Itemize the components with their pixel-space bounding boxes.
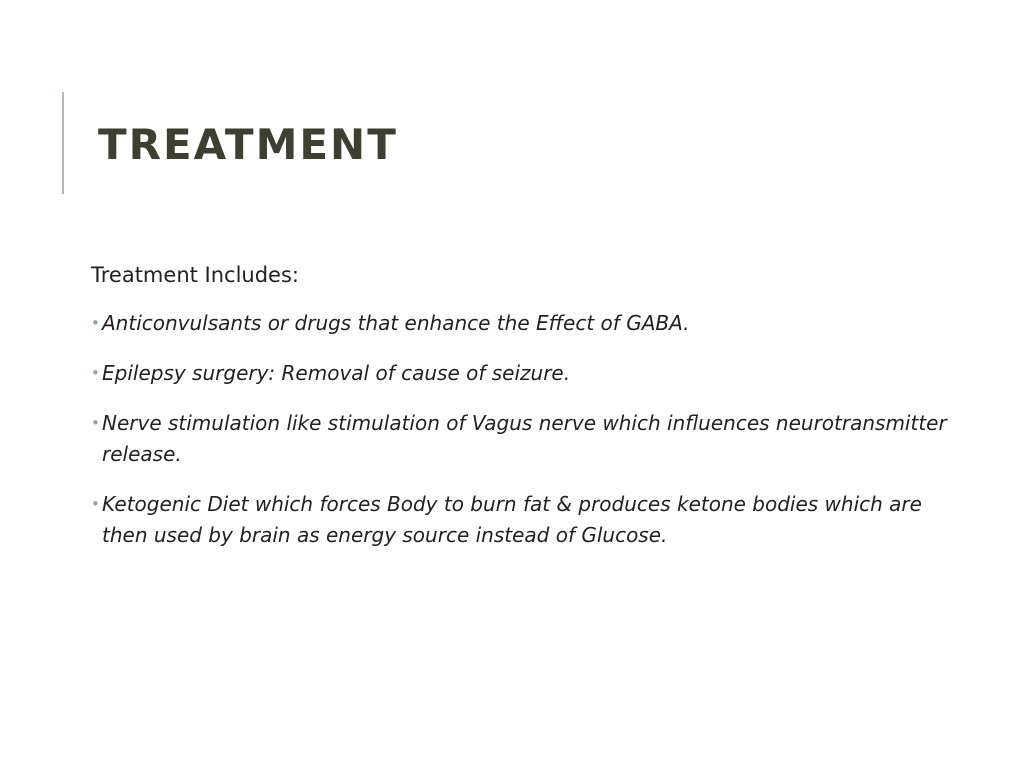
title-accent-bar xyxy=(62,92,64,194)
bullet-icon: • xyxy=(91,414,100,432)
list-item-text: Anticonvulsants or drugs that enhance the Effect of GABA. xyxy=(102,311,690,335)
slide-content xyxy=(91,258,971,570)
bullet-icon: • xyxy=(91,495,100,513)
bullet-icon: • xyxy=(91,364,100,382)
intro-text: Treatment Includes: xyxy=(91,263,299,287)
bullet-list xyxy=(91,308,971,551)
list-item-text: Epilepsy surgery: Removal of cause of seizure. xyxy=(102,361,571,385)
list-item xyxy=(91,308,971,339)
list-item-text: Ketogenic Diet which forces Body to burn fat & produces ketone bodies which are then used by brain as energy source instead of Glucose. xyxy=(102,492,922,547)
bullet-icon: • xyxy=(91,314,100,332)
list-item xyxy=(91,408,971,470)
list-item-text: Nerve stimulation like stimulation of Vagus nerve which influences neurotransmitter release. xyxy=(102,411,947,466)
list-item xyxy=(91,489,971,551)
list-item xyxy=(91,358,971,389)
slide-title: TREATMENT xyxy=(98,120,398,169)
